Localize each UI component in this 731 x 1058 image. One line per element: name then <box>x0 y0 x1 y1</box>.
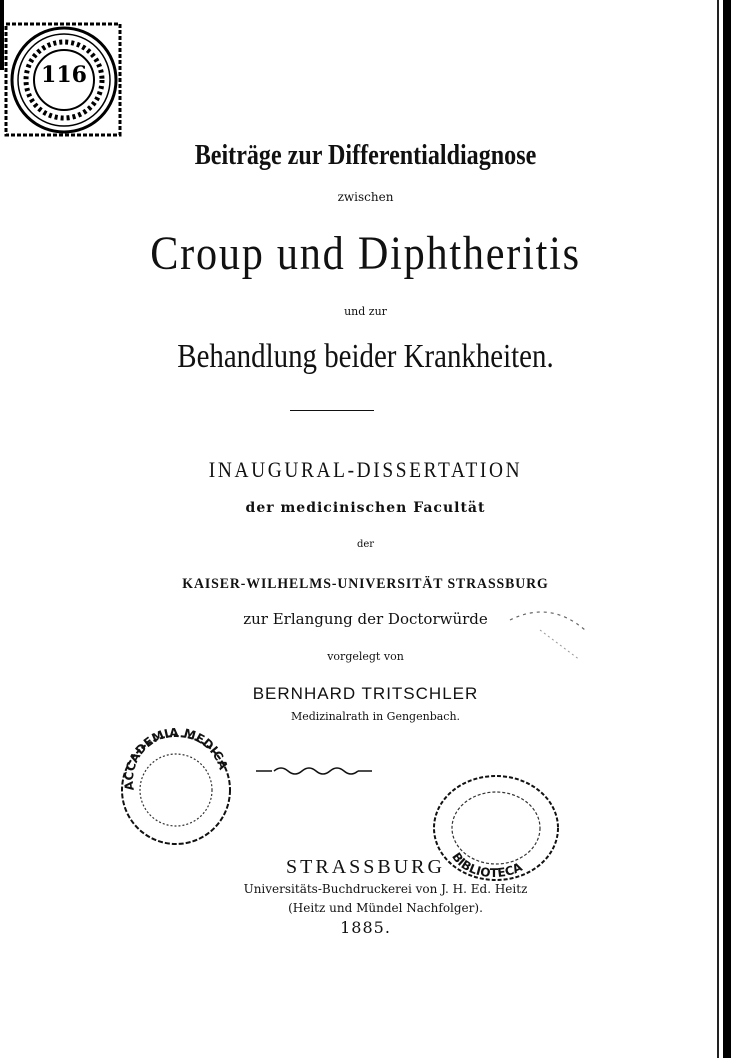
purpose-line: zur Erlangung der Doctorwürde <box>243 610 488 628</box>
author-title: Medizinalrath in Gengenbach. <box>290 710 461 723</box>
presented-by-line: vorgelegt von <box>327 650 404 663</box>
author-name: BERNHARD TRITSCHLER <box>252 684 479 703</box>
title-line-2: zwischen <box>337 190 394 204</box>
academy-stamp <box>116 728 236 846</box>
faint-stamp <box>500 600 600 680</box>
library-stamp-top <box>4 22 122 137</box>
university-line: KAISER-WILHELMS-UNIVERSITÄT STRASSBURG <box>182 576 549 592</box>
faculty-line: der medicinischen Facultät <box>245 500 486 516</box>
imprint-year: 1885. <box>340 918 391 937</box>
imprint-printer: Universitäts-Buchdruckerei von J. H. Ed. Heitz <box>243 882 528 896</box>
stamp-number: 116 <box>41 62 87 88</box>
imprint-successors: (Heitz und Mündel Nachfolger). <box>288 901 483 915</box>
der-line: der <box>356 539 375 550</box>
ornament-icon <box>254 764 374 778</box>
imprint-city: STRASSBURG <box>286 856 445 878</box>
page-edge-right <box>723 0 731 1058</box>
title-line-4: und zur <box>344 305 387 318</box>
academy-stamp-icon <box>116 728 236 846</box>
main-title: Croup und Diphtheritis <box>150 227 581 280</box>
dissertation-heading: INAUGURAL-DISSERTATION <box>208 457 523 482</box>
title-line-1: Beiträge zur Differentialdiagnose <box>194 140 537 171</box>
faint-stamp-icon <box>500 600 600 680</box>
title-line-5: Behandlung beider Krankheiten. <box>177 338 554 375</box>
page-edge-line <box>717 0 719 1058</box>
academy-stamp-text: ACCADEMIA MEDICA <box>121 728 231 792</box>
biblioteca-stamp-text: BIBLIOTECA <box>449 849 525 881</box>
divider-rule <box>290 410 374 411</box>
